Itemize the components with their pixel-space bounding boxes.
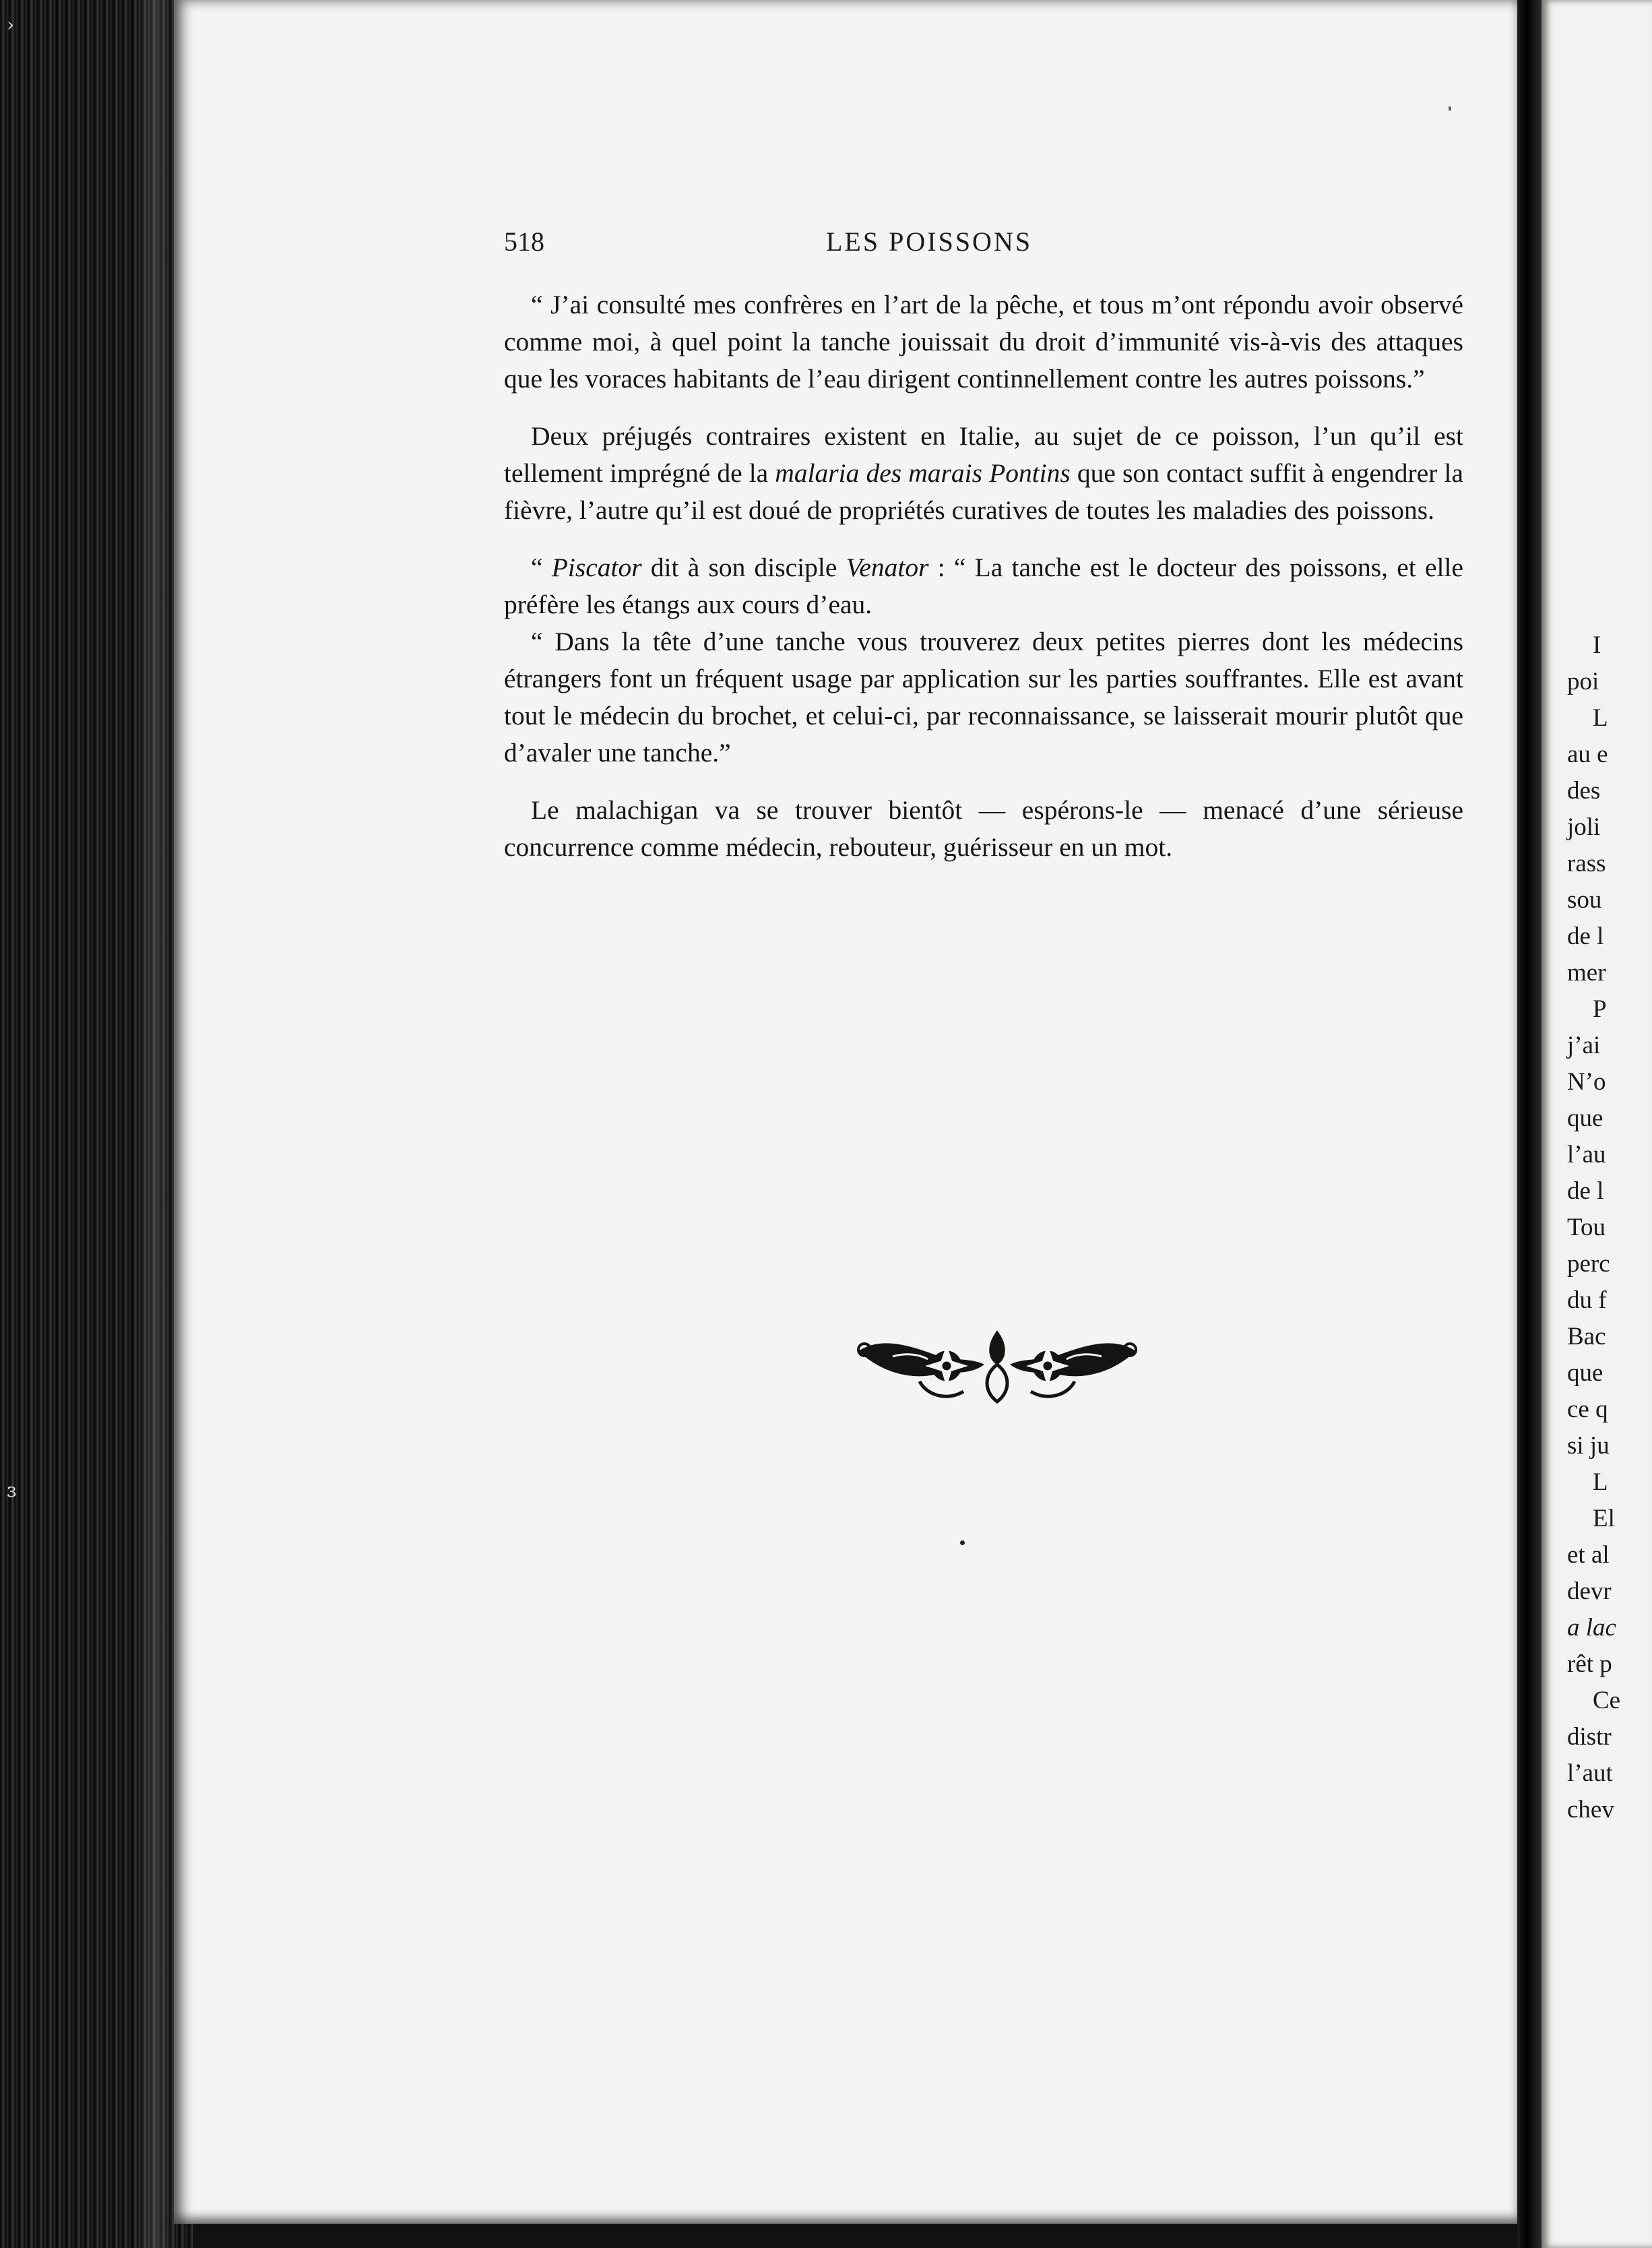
facing-text-fragment: joli xyxy=(1567,813,1601,841)
text-segment: dit à son disciple xyxy=(641,553,846,582)
facing-text-fragment: L xyxy=(1593,1468,1608,1496)
text-segment: : “ La tanche est le docteur des poissons, et elle préfère les étangs aux cours d’eau. xyxy=(504,553,1463,619)
facing-text-fragment: devr xyxy=(1567,1578,1612,1605)
running-head: LES POISSONS xyxy=(826,226,1033,257)
facing-text-fragment: Tou xyxy=(1567,1214,1606,1241)
italic-segment: Piscator xyxy=(551,553,642,582)
text-segment: “ J’ai consulté mes confrères en l’art de la pêche, et tous m’ont répondu avoir observé comme moi, à quel point la tanche jouissait du droit d’immunité vis-à-vis des attaques que les voraces habitants de l’eau dirigent continnellement contre les autres poissons.” xyxy=(504,290,1463,394)
facing-text-fragment: j’ai xyxy=(1567,1032,1601,1059)
facing-text-fragment: a lac xyxy=(1567,1614,1616,1642)
facing-text-fragment: distr xyxy=(1567,1723,1612,1751)
facing-text-fragment: poi xyxy=(1567,668,1599,695)
margin-mark-middle: ɜ xyxy=(7,1479,17,1501)
paper-speck xyxy=(1449,106,1451,111)
facing-text-fragment: El xyxy=(1593,1505,1615,1532)
facing-text-fragment: l’au xyxy=(1567,1141,1606,1168)
page-header xyxy=(504,226,1458,266)
facing-text-fragment: rass xyxy=(1567,850,1606,877)
italic-segment: malaria des marais Pontins xyxy=(775,458,1071,488)
facing-text-fragment: que xyxy=(1567,1359,1603,1387)
facing-text-fragment: ce q xyxy=(1567,1396,1608,1423)
margin-mark-top: › xyxy=(7,13,15,36)
facing-text-fragment: l’aut xyxy=(1567,1759,1613,1787)
page-gutter xyxy=(1517,0,1542,2248)
page-number: 518 xyxy=(504,226,544,257)
facing-text-fragment: Bac xyxy=(1567,1323,1606,1350)
body-text xyxy=(504,286,1463,866)
paragraph-prejuges xyxy=(504,418,1463,529)
facing-text-fragment: sou xyxy=(1567,886,1602,914)
facing-text-fragment: des xyxy=(1567,777,1601,805)
paragraph-quote-confreres xyxy=(504,286,1463,398)
facing-text-fragment: du f xyxy=(1567,1286,1607,1314)
binding-highlight xyxy=(135,0,175,2248)
italic-segment: Venator xyxy=(846,553,929,582)
facing-text-fragment: si ju xyxy=(1567,1432,1610,1460)
facing-page-fragment xyxy=(1542,0,1652,2248)
facing-text-fragment: N’o xyxy=(1567,1068,1606,1096)
facing-text-fragment: que xyxy=(1567,1104,1603,1132)
facing-text-fragment: de l xyxy=(1567,923,1604,950)
paragraph-tete-tanche xyxy=(504,623,1463,772)
text-segment: Deux préjugés contraires existent en Italie, au sujet de ce poisson, l’un qu’il est tellement imprégné de la xyxy=(504,421,1463,488)
facing-text-fragment: de l xyxy=(1567,1177,1604,1205)
facing-text-fragment: I xyxy=(1593,631,1601,659)
facing-text-fragment: P xyxy=(1593,995,1607,1023)
text-segment: que son contact suffit à engendrer la fièvre, l’autre qu’il est doué de propriétés curatives de toutes les maladies des poissons. xyxy=(504,458,1463,525)
text-segment: Le malachigan va se trouver bientôt — espérons-le — menacé d’une sérieuse concurrence comme médecin, rebouteur, guérisseur en un mot. xyxy=(504,795,1463,862)
floral-ornament-icon xyxy=(852,1317,1142,1412)
facing-text-fragment: au e xyxy=(1567,741,1608,768)
facing-text-fragment: rêt p xyxy=(1567,1650,1612,1678)
facing-text-fragment: et al xyxy=(1567,1541,1610,1569)
text-segment: “ xyxy=(531,553,552,582)
facing-text-fragment: L xyxy=(1593,704,1608,732)
paragraph-piscator xyxy=(504,549,1463,623)
paragraph-malachigan xyxy=(504,792,1463,866)
facing-text-fragment: chev xyxy=(1567,1796,1614,1823)
facing-text-fragment: perc xyxy=(1567,1250,1610,1278)
facing-text-fragment: mer xyxy=(1567,959,1606,987)
stray-dot xyxy=(960,1540,965,1545)
text-segment: “ Dans la tête d’une tanche vous trouverez deux petites pierres dont les médecins étrangers font un fréquent usage par application sur les parties souffrantes. Elle est avant tout le médecin du brochet, et celui-ci, par reconnaissance, se laisserait mourir plutôt que d’avaler une tanche.” xyxy=(504,627,1463,768)
facing-text-fragment: Ce xyxy=(1593,1687,1621,1714)
